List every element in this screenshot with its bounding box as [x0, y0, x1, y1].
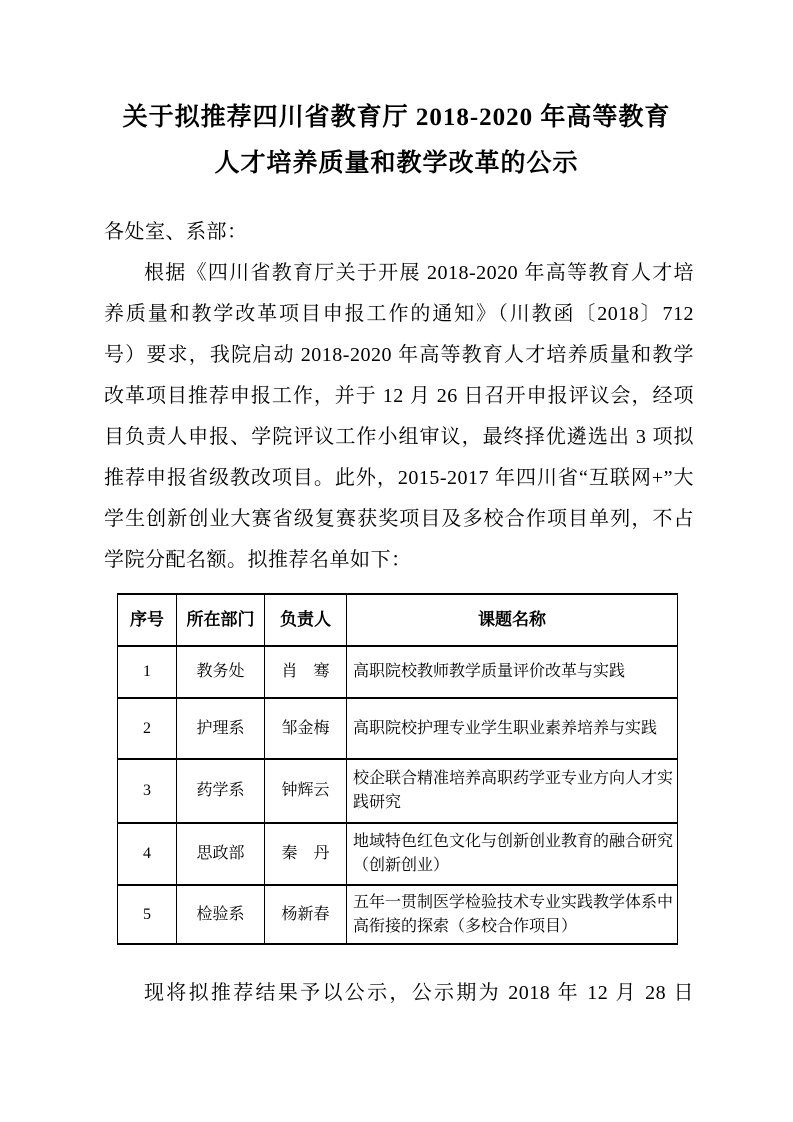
table-row: [118, 759, 678, 823]
cell-leader: 秦 丹: [265, 823, 347, 885]
column-header-no: 序号: [118, 594, 177, 646]
cell-title: 五年一贯制医学检验技术专业实践教学体系中高衔接的探索（多校合作项目）: [347, 885, 678, 944]
cell-title: 高职院校教师教学质量评价改革与实践: [347, 646, 678, 698]
table-row: [118, 823, 678, 885]
cell-dept: 思政部: [177, 823, 265, 885]
cell-no: 1: [118, 646, 177, 698]
body-paragraph: 根据《四川省教育厅关于开展 2018-2020 年高等教育人才培养质量和教学改革项目申报工作的通知》（川教函〔2018〕712 号）要求，我院启动 2018-2020 年高等教育人才培养质量和教学改革项目推荐申报工作，并于 12 月 26 日召开申报评议会，经项目负责人申报、学院评议工作小组审议，最终择优遴选出 3 项拟推荐申报省级教改项目。此外，2015-2017 年四川省“互联网+”大学生创新创业大赛省级复赛获奖项目及多校合作项目单列，不占学院分配名额。拟推荐名单如下：: [104, 262, 694, 571]
closing-line: 现将拟推荐结果予以公示，公示期为 2018 年 12 月 28 日: [144, 982, 694, 1004]
cell-no: 2: [118, 698, 177, 759]
table-row: [118, 698, 678, 759]
cell-title: 地域特色红色文化与创新创业教育的融合研究（创新创业）: [347, 823, 678, 885]
column-header-leader: 负责人: [265, 594, 347, 646]
table-row: [118, 885, 678, 944]
document-title: [40, 95, 753, 187]
document-title-line-2: 人才培养质量和教学改革的公示: [214, 150, 579, 177]
cell-leader: 钟辉云: [265, 759, 347, 823]
table-row: [118, 646, 678, 698]
cell-dept: 护理系: [177, 698, 265, 759]
cell-no: 3: [118, 759, 177, 823]
column-header-title: 课题名称: [347, 594, 678, 646]
cell-no: 4: [118, 823, 177, 885]
cell-leader: 杨新春: [265, 885, 347, 944]
column-header-dept: 所在部门: [177, 594, 265, 646]
cell-no: 5: [118, 885, 177, 944]
cell-dept: 检验系: [177, 885, 265, 944]
cell-dept: 教务处: [177, 646, 265, 698]
cell-leader: 肖 骞: [265, 646, 347, 698]
salutation-line: 各处室、系部：: [104, 221, 248, 243]
recommendation-table: [117, 593, 678, 945]
cell-dept: 药学系: [177, 759, 265, 823]
table-header-row: [118, 594, 678, 646]
cell-title: 校企联合精准培养高职药学亚专业方向人才实践研究: [347, 759, 678, 823]
cell-leader: 邹金梅: [265, 698, 347, 759]
document-title-line-1: 关于拟推荐四川省教育厅 2018-2020 年高等教育: [122, 104, 671, 131]
cell-title: 高职院校护理专业学生职业素养培养与实践: [347, 698, 678, 759]
document-body: [104, 212, 694, 1014]
